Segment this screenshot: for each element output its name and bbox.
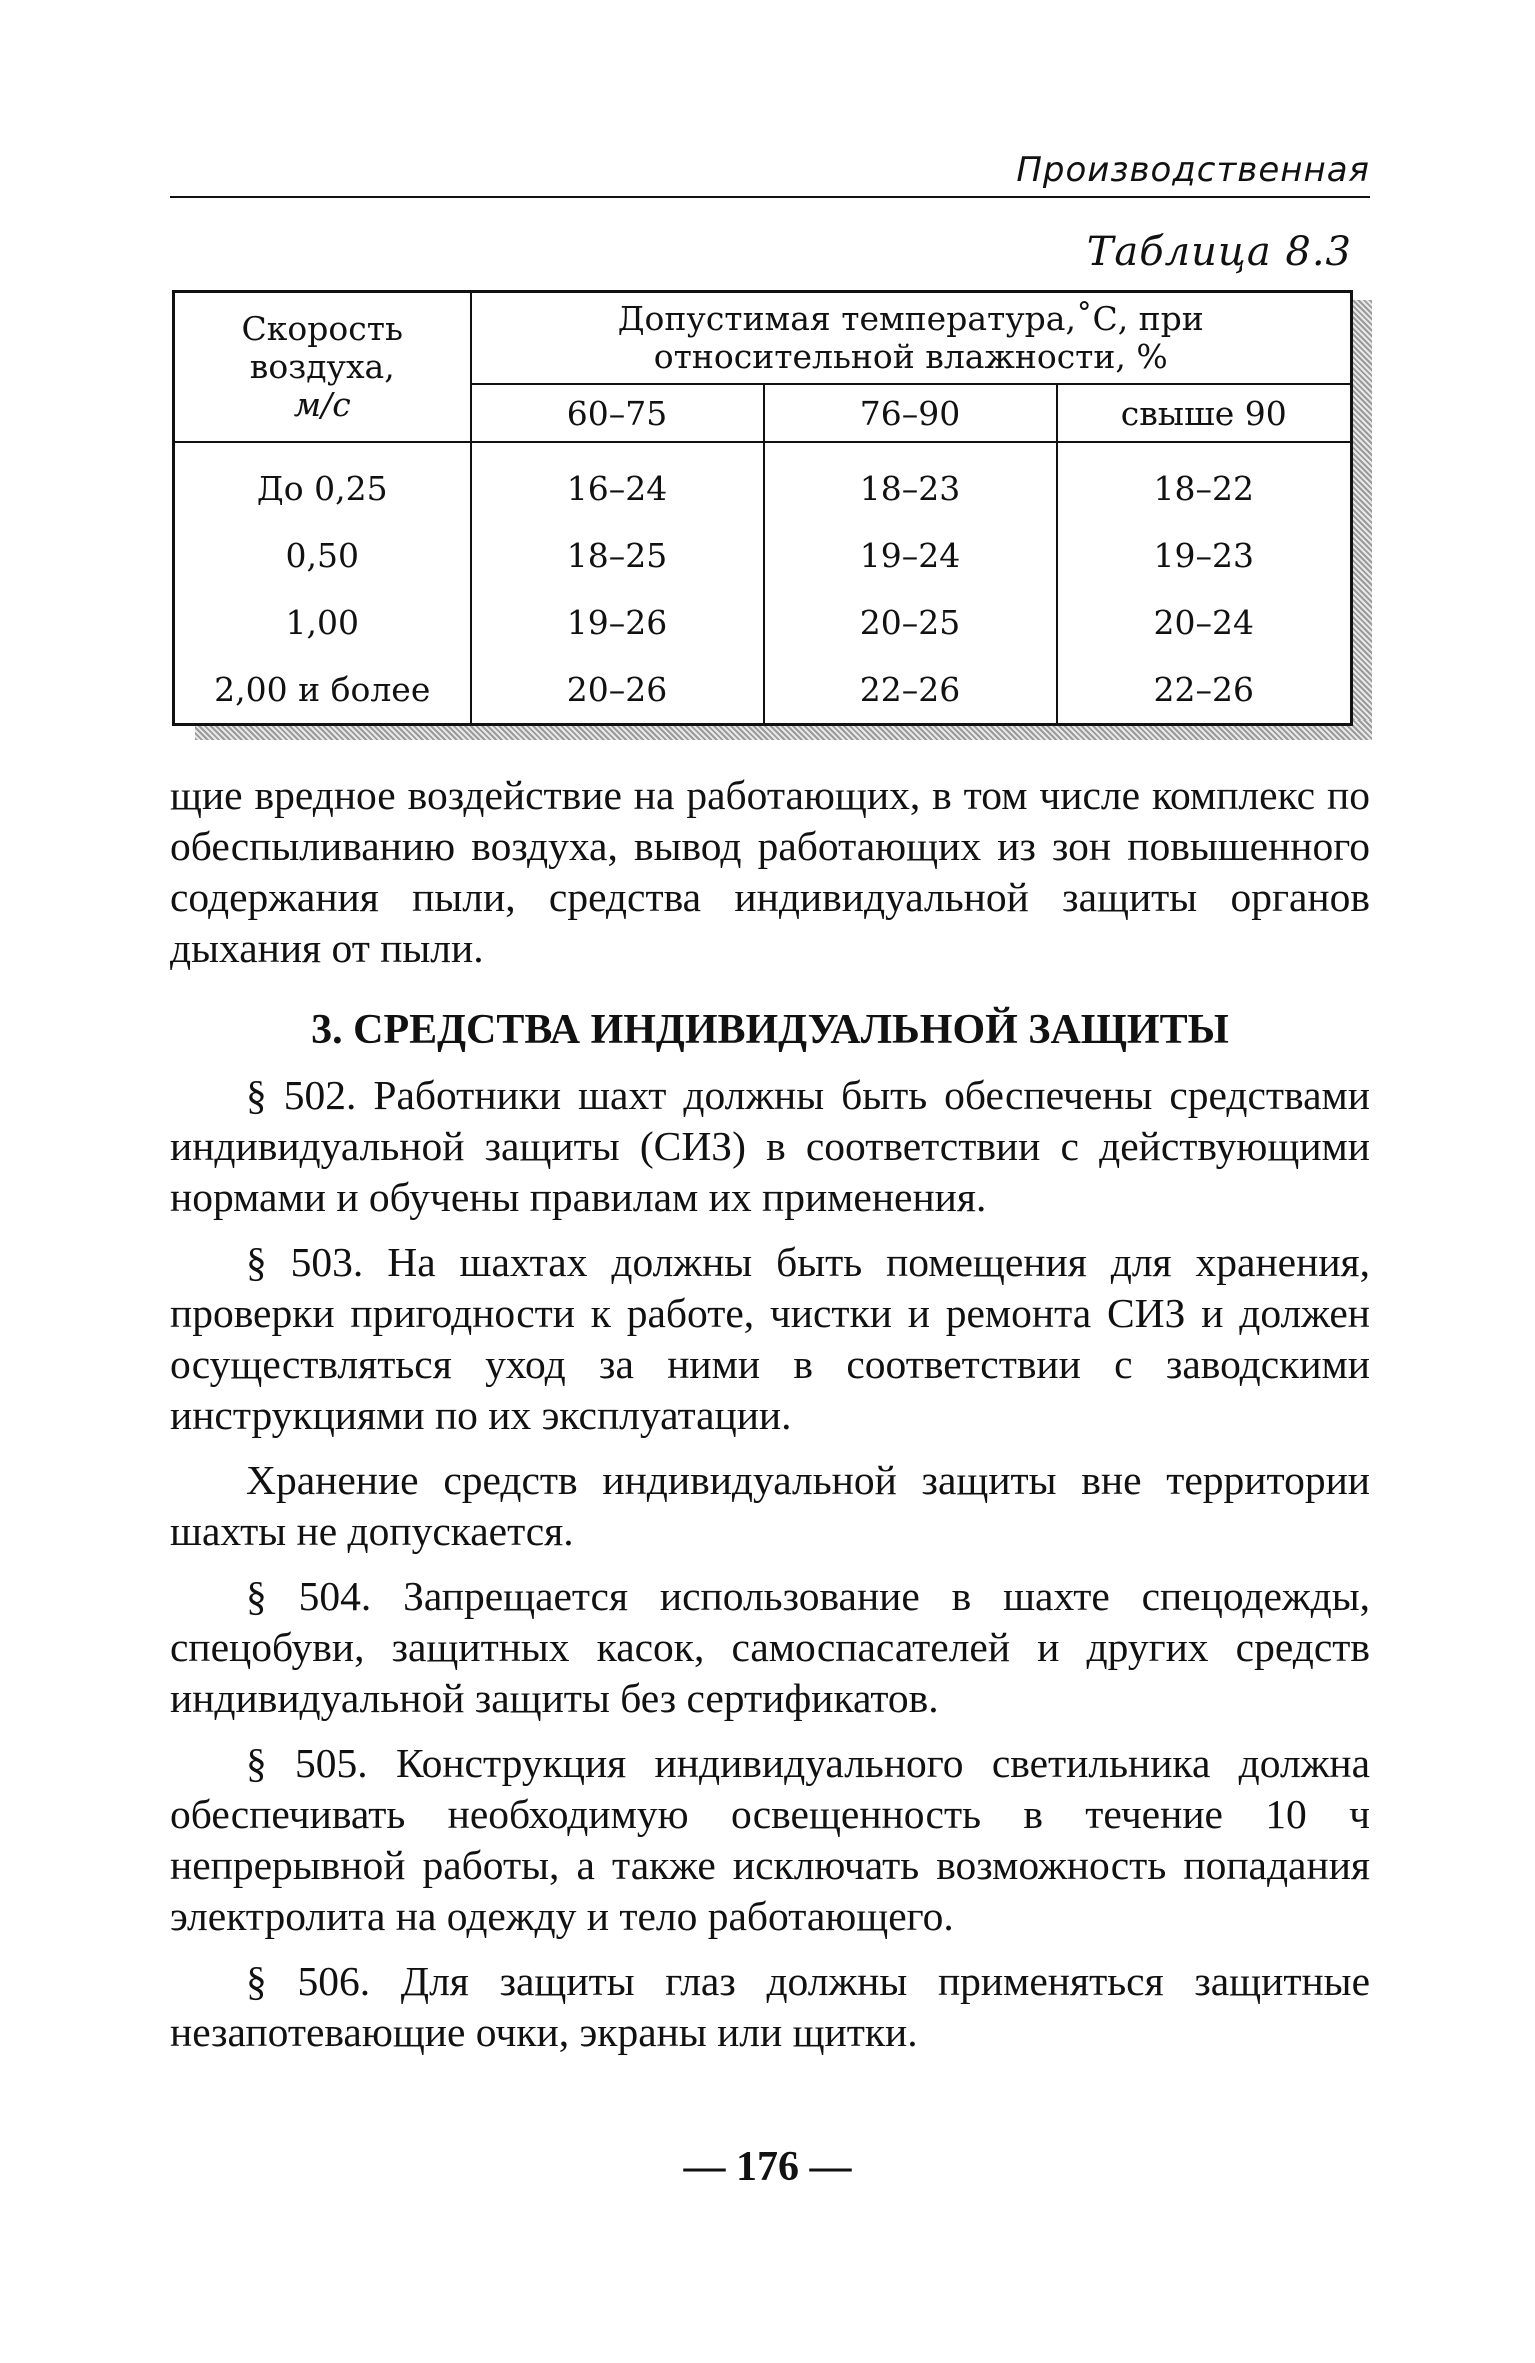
body-text [170,770,1370,2058]
header-temperature-line1: Допустимая температура,˚С, при [617,299,1204,338]
header-air-speed [174,292,471,443]
running-title: Производственная [1016,150,1370,190]
air-speed-cell: До 0,25 [174,442,471,522]
header-air-speed-line1: Скорость [241,309,403,348]
air-speed-cell: 1,00 [174,589,471,656]
paragraph-502: § 502. Работники шахт должны быть обеспечены средствами индивидуальной защиты (СИЗ) в соответствии с действующими нормами и обучены правилам их применения. [170,1072,1370,1220]
paragraph-506: § 506. Для защиты глаз должны применяться защитные незапотевающие очки, экраны или щитки. [170,1958,1370,2055]
table-wrapper [172,290,1350,720]
temperature-cell: 19–26 [471,589,764,656]
section-heading: 3. СРЕДСТВА ИНДИВИДУАЛЬНОЙ ЗАЩИТЫ [311,1007,1229,1053]
header-humidity-range: свыше 90 [1057,384,1352,442]
temperature-table [172,290,1353,726]
temperature-cell: 22–26 [764,656,1057,725]
temperature-cell: 20–24 [1057,589,1352,656]
header-humidity-range: 76–90 [764,384,1057,442]
temperature-cell: 19–24 [764,522,1057,589]
continuation-paragraph: щие вредное воздействие на работающих, в том числе комплекс по обеспыливанию воздуха, вывод работающих из зон повышенного содержания пыли, средства индивидуальной защиты органов дыхания от пыли. [170,772,1370,971]
table-row [174,442,1352,522]
header-humidity-range: 60–75 [471,384,764,442]
table-caption: Таблица 8.3 [1086,229,1352,275]
temperature-cell: 18–23 [764,442,1057,522]
temperature-cell: 20–26 [471,656,764,725]
header-air-speed-line2: воздуха, [249,347,395,386]
running-head [170,150,1370,198]
table-row [174,656,1352,725]
temperature-cell: 16–24 [471,442,764,522]
header-allowed-temperature [471,292,1352,385]
paragraph-505: § 505. Конструкция индивидуального светильника должна обеспечивать необходимую освещенность в течение 10 ч непрерывной работы, а также исключать возможность попадания электролита на одежду и тело работающего. [170,1740,1370,1939]
paragraph-503: § 503. На шахтах должны быть помещения для хранения, проверки пригодности к работе, чистки и ремонта СИЗ и должен осуществляться уход за ними в соответствии с заводскими инструкциями по их эксплуатации. [170,1239,1370,1438]
table-shadow-right [1350,300,1372,740]
header-temperature-line2: относительной влажности, % [653,337,1168,376]
air-speed-cell: 2,00 и более [174,656,471,725]
temperature-cell: 20–25 [764,589,1057,656]
air-speed-cell: 0,50 [174,522,471,589]
page-number: — 176 — [683,2144,852,2190]
header-air-speed-unit: м/с [293,385,351,424]
temperature-cell: 22–26 [1057,656,1352,725]
paragraph-504: § 504. Запрещается использование в шахте спецодежды, спецобуви, защитных касок, самоспасателей и других средств индивидуальной защиты без сертификатов. [170,1573,1370,1721]
temperature-cell: 19–23 [1057,522,1352,589]
temperature-cell: 18–22 [1057,442,1352,522]
paragraph-storage: Хранение средств индивидуальной защиты вне территории шахты не допускается. [170,1457,1370,1554]
table-row [174,522,1352,589]
temperature-cell: 18–25 [471,522,764,589]
table-row [174,589,1352,656]
